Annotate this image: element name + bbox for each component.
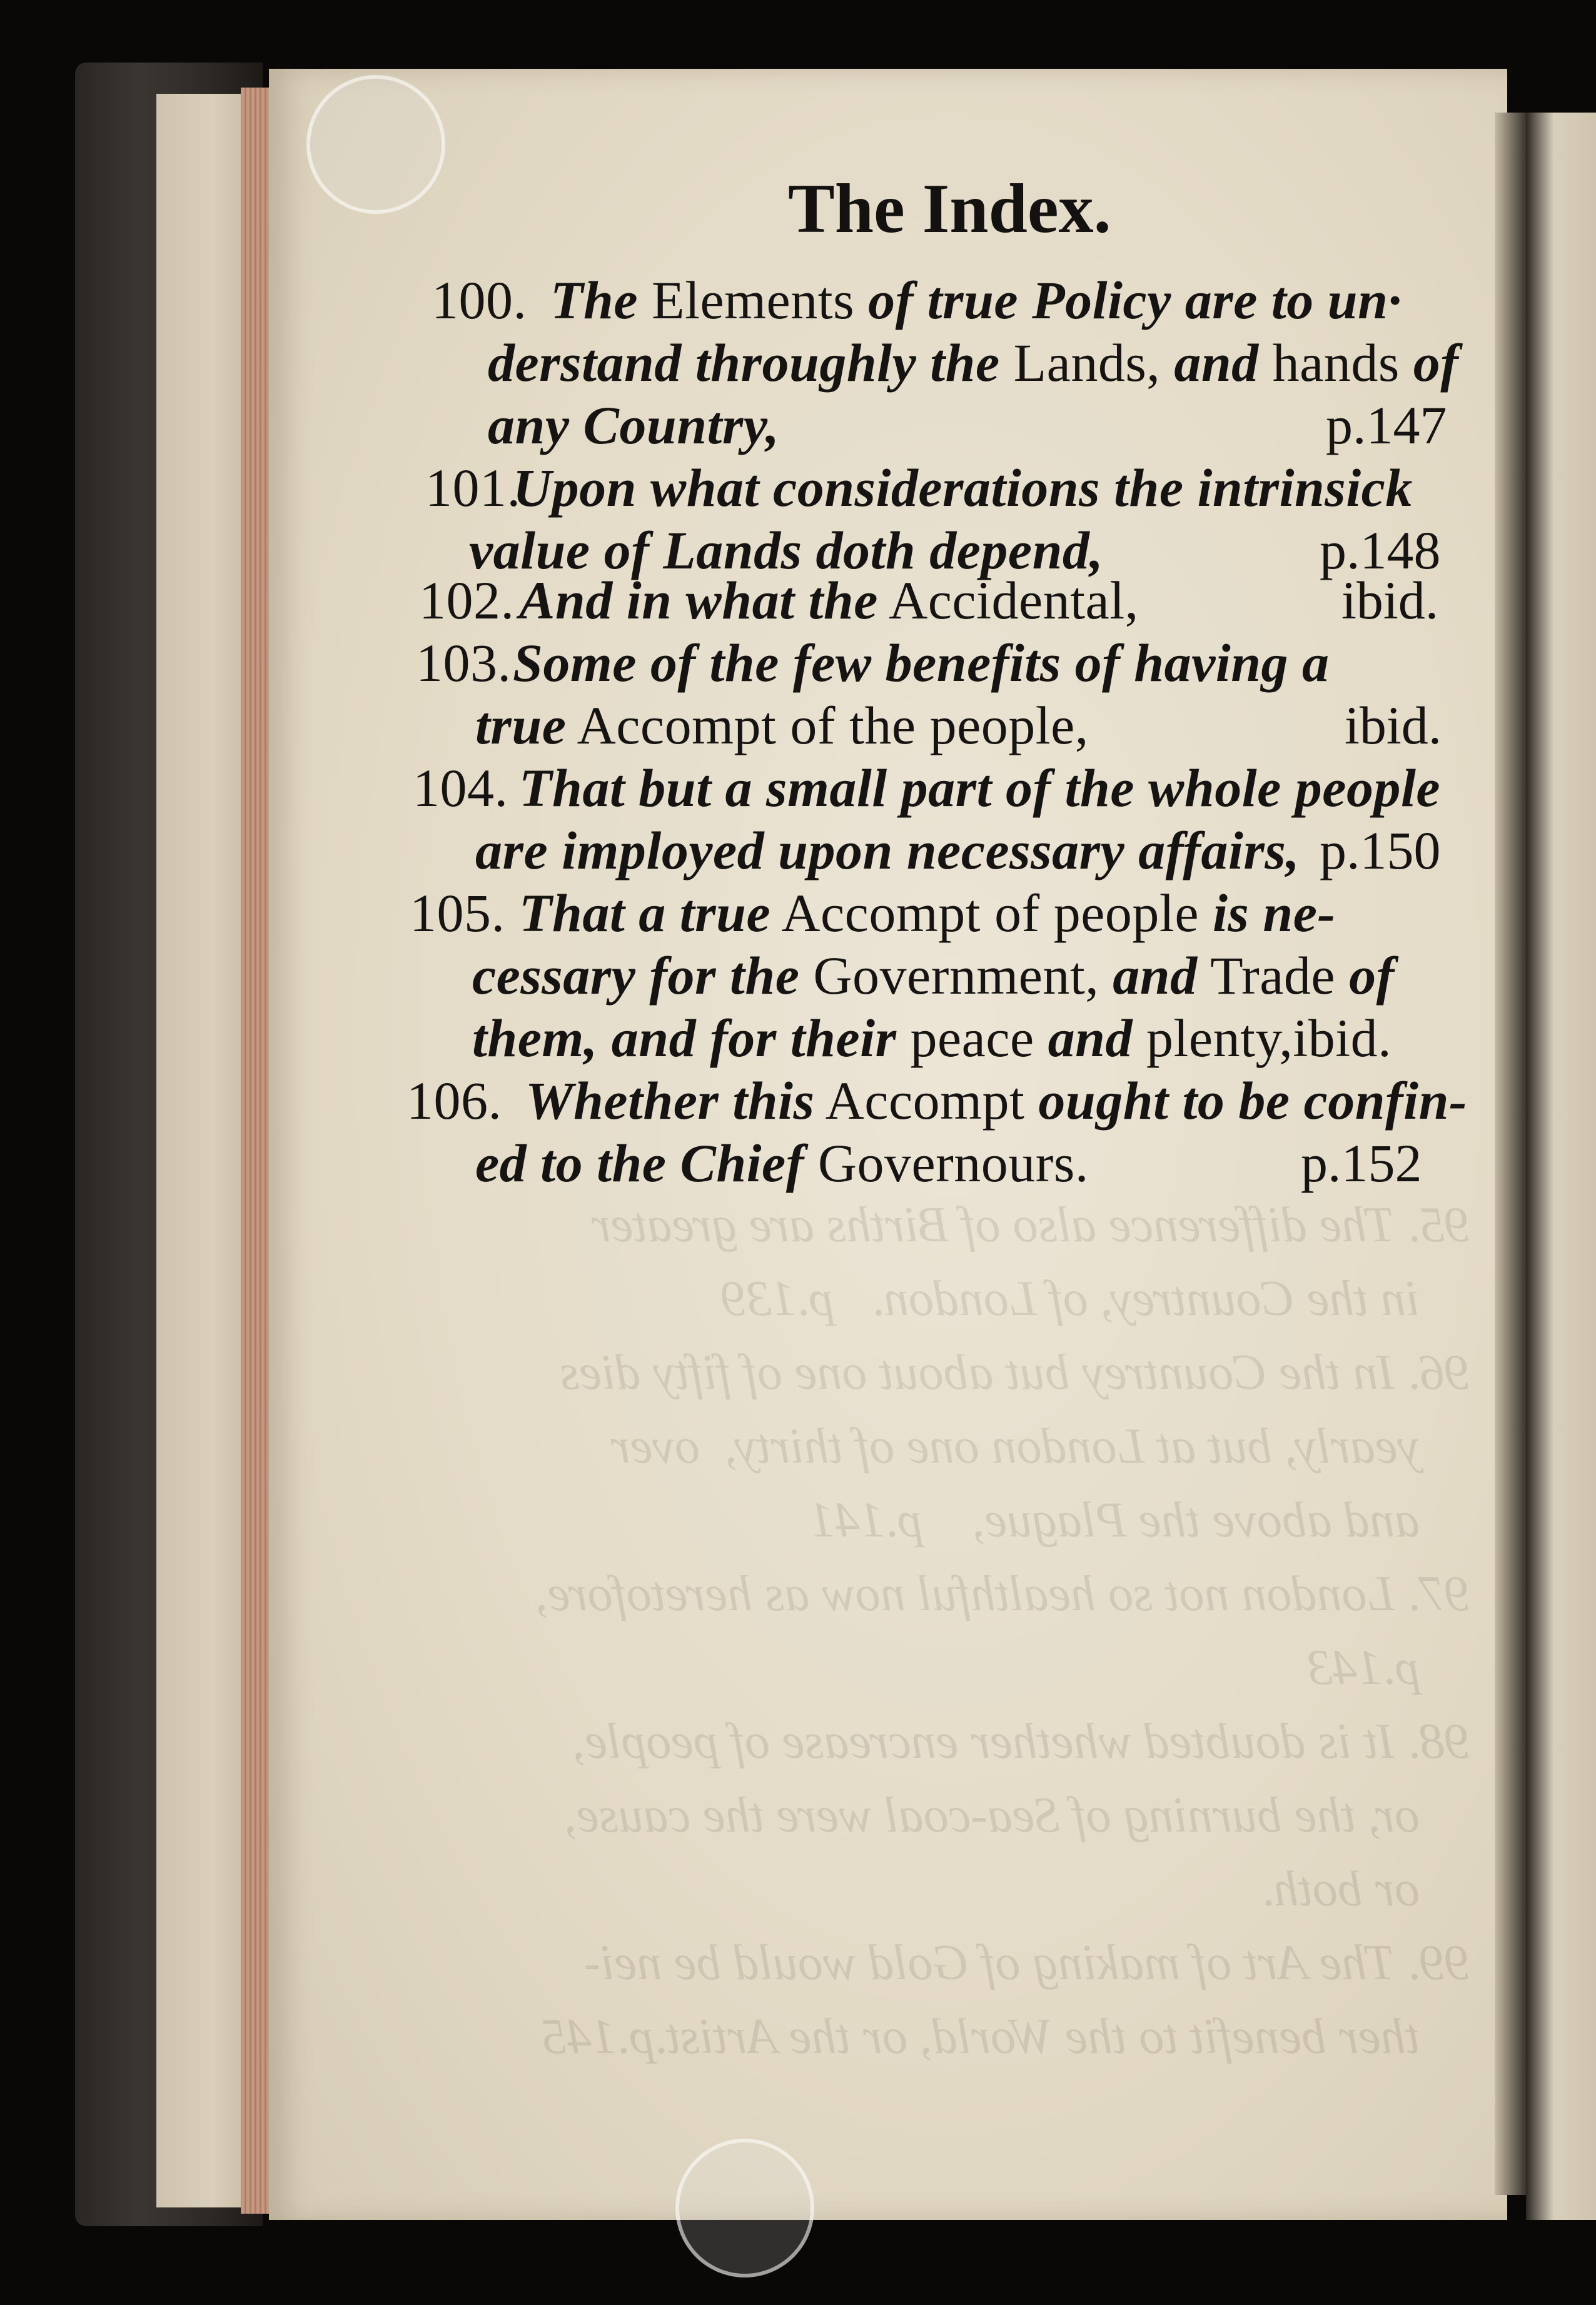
entry-number: 106. — [407, 1071, 502, 1131]
roman-text: Accompt of people — [770, 883, 1213, 943]
italic-text: That but a small part of the whole people — [519, 758, 1441, 818]
italic-text: of true Policy are to un· — [868, 270, 1402, 330]
italic-text: of — [1349, 946, 1395, 1006]
italic-text: true — [475, 695, 567, 755]
italic-text: and — [1113, 946, 1198, 1006]
page-reference: ibid. — [1345, 695, 1442, 755]
italic-text: value of Lands doth depend, — [469, 520, 1104, 580]
entry-line — [472, 944, 1395, 1007]
italic-text: are imployed upon necessary affairs, — [475, 820, 1300, 880]
italic-text: and — [1048, 1008, 1133, 1068]
entry-line — [519, 569, 1139, 632]
roman-text: Accompt — [814, 1071, 1039, 1131]
page-reference: ibid. — [1341, 570, 1439, 630]
page-reference: p.150 — [1320, 820, 1441, 880]
roman-text: Lands, — [999, 333, 1174, 393]
entry-line — [488, 331, 1458, 394]
italic-text: Whether this — [525, 1071, 815, 1131]
italic-text: That a true — [519, 883, 771, 943]
entry-line — [475, 1132, 1089, 1194]
roman-text: Accidental, — [877, 570, 1139, 630]
italic-text: them, and for their — [472, 1008, 897, 1068]
entry-line — [475, 819, 1300, 882]
entry-number: 101. — [425, 458, 521, 518]
entry-number: 105. — [410, 883, 505, 943]
entry-number: 100. — [432, 270, 527, 330]
roman-text: Accompt of the people, — [566, 695, 1089, 755]
roman-text: hands — [1258, 333, 1413, 393]
page-reference: p.148 — [1320, 520, 1441, 580]
entry-number: 104. — [413, 758, 508, 818]
entry-line — [519, 757, 1440, 819]
entry-line — [513, 632, 1330, 694]
italic-text: Upon what considerations the intrinsick — [513, 458, 1413, 518]
entry-line — [519, 882, 1336, 944]
roman-text: plenty,ibid. — [1133, 1008, 1392, 1068]
roman-text: Trade — [1197, 946, 1350, 1006]
italic-text: And in what the — [519, 570, 878, 630]
bleed-through-text: 95. The difference also of Births are greater in the Countrey, of London. p.139 96. In the Countrey but about one of fifty dies yearly, but at London one of thirty, over and above the Plague, p.141 97. London not so healthful now as heretofore, p.143 98. It is doubted whether encrease of people, or, the burning of Sea-coal were the cause, or both. 99. The Art of making of Gold would be nei- ther benefit to the World, or the Artist.p.145 — [535, 1198, 1470, 2064]
entry-number: 103. — [416, 633, 512, 693]
entry-line — [550, 269, 1402, 331]
entry-line — [488, 394, 779, 456]
page-title: The Index. — [788, 170, 1111, 248]
entry-line — [475, 694, 1089, 757]
italic-text: derstand throughly the — [488, 333, 1000, 393]
italic-text: any Country, — [488, 395, 780, 455]
italic-text: Some of the few benefits of having a — [513, 633, 1330, 693]
entry-line — [525, 1069, 1467, 1132]
roman-text: Elements — [638, 270, 869, 330]
roman-text: Government, — [799, 946, 1113, 1006]
roman-text: peace — [896, 1008, 1048, 1068]
italic-text: of — [1413, 333, 1459, 393]
italic-text: cessary for the — [472, 946, 800, 1006]
italic-text: is ne- — [1213, 883, 1336, 943]
italic-text: and — [1174, 333, 1259, 393]
entry-line — [472, 1007, 1391, 1069]
page-reference: p.147 — [1326, 395, 1447, 455]
roman-text: Governours. — [804, 1133, 1089, 1193]
entry-line — [513, 456, 1413, 519]
italic-text: ought to be confin- — [1038, 1071, 1468, 1131]
entry-number: 102. — [419, 570, 515, 630]
italic-text: The — [550, 270, 639, 330]
page-reference: p.152 — [1301, 1133, 1422, 1193]
italic-text: ed to the Chief — [475, 1133, 804, 1193]
